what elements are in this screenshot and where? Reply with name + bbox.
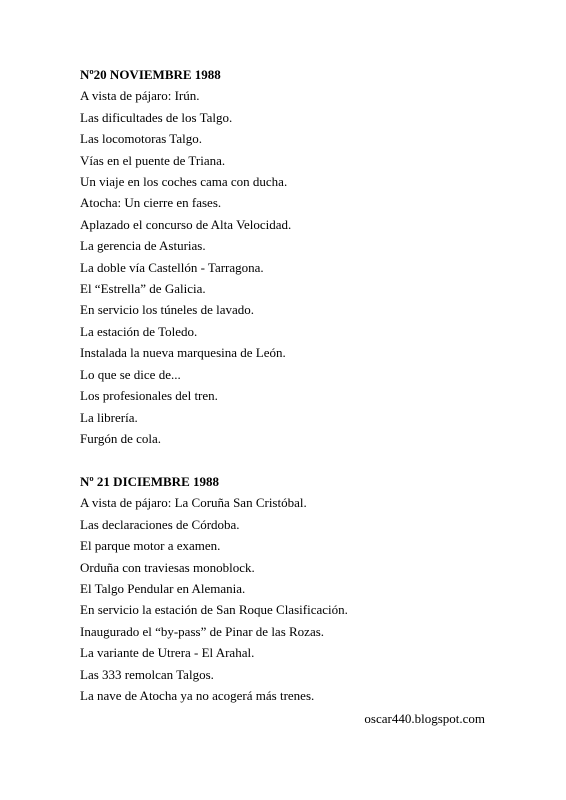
- article-item: Aplazado el concurso de Alta Velocidad.: [80, 216, 292, 232]
- article-item: El “Estrella” de Galicia.: [80, 281, 206, 297]
- article-item: Furgón de cola.: [80, 430, 161, 446]
- article-item: Instalada la nueva marquesina de León.: [80, 345, 286, 361]
- article-item: A vista de pájaro: La Coruña San Cristóbal.: [80, 495, 307, 511]
- article-list: [80, 85, 520, 449]
- issue-section-diciembre-1988: [80, 471, 520, 706]
- article-item: La variante de Utrera - El Arahal.: [80, 645, 255, 661]
- blog-url-footer: oscar440.blogspot.com: [364, 711, 485, 726]
- article-item: La nave de Atocha ya no acogerá más trenes.: [80, 688, 315, 704]
- article-item: El Talgo Pendular en Alemania.: [80, 581, 246, 597]
- article-item: La doble vía Castellón - Tarragona.: [80, 259, 264, 275]
- article-item: En servicio los túneles de lavado.: [80, 302, 255, 318]
- article-item: Las declaraciones de Córdoba.: [80, 516, 240, 532]
- article-item: La gerencia de Asturias.: [80, 238, 206, 254]
- article-item: La librería.: [80, 409, 138, 425]
- article-item: Lo que se dice de...: [80, 366, 181, 382]
- article-item: Las 333 remolcan Talgos.: [80, 666, 214, 682]
- article-item: Vías en el puente de Triana.: [80, 152, 226, 168]
- article-item: Atocha: Un cierre en fases.: [80, 195, 222, 211]
- article-item: A vista de pájaro: Irún.: [80, 88, 200, 104]
- article-item: La estación de Toledo.: [80, 323, 198, 339]
- article-item: Inaugurado el “by-pass” de Pinar de las Rozas.: [80, 623, 325, 639]
- issue-section-noviembre-1988: [80, 64, 520, 449]
- article-item: Los profesionales del tren.: [80, 388, 218, 404]
- article-item: Las dificultades de los Talgo.: [80, 109, 233, 125]
- article-list: [80, 492, 520, 706]
- article-item: El parque motor a examen.: [80, 538, 221, 554]
- article-item: En servicio la estación de San Roque Clasificación.: [80, 602, 348, 618]
- article-item: Orduña con traviesas monoblock.: [80, 559, 255, 575]
- article-item: Las locomotoras Talgo.: [80, 131, 202, 147]
- issue-heading: Nº20 NOVIEMBRE 1988: [80, 67, 221, 82]
- issue-heading: Nº 21 DICIEMBRE 1988: [80, 474, 219, 489]
- article-item: Un viaje en los coches cama con ducha.: [80, 174, 288, 190]
